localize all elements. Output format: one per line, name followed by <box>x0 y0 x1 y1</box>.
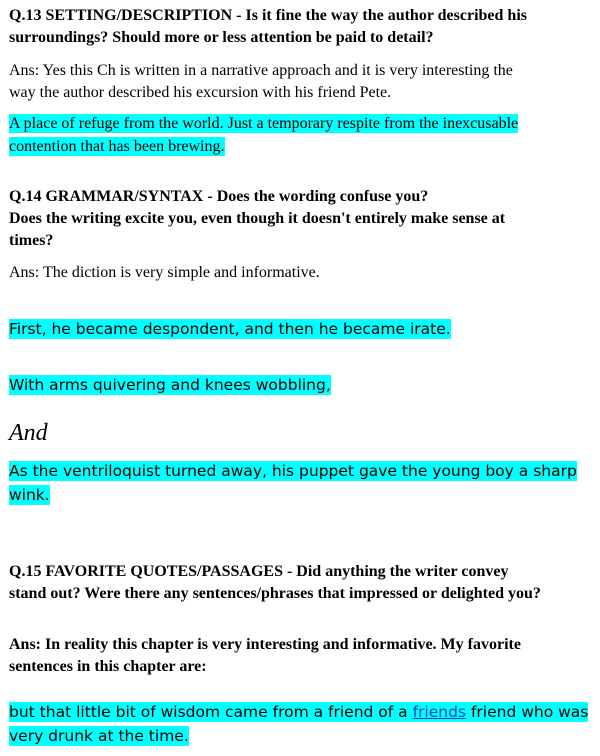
q14-quote-1 <box>9 317 594 341</box>
q15-heading <box>9 561 594 605</box>
friends-link[interactable]: friends <box>412 703 467 721</box>
q15-quote <box>9 700 594 748</box>
q14-heading-line-1: Q.14 GRAMMAR/SYNTAX - Does the wording confuse you? <box>9 188 429 205</box>
q14-quote-2-text: With arms quivering and knees wobbling, <box>9 376 331 394</box>
q13-highlight-line-2: contention that has been brewing. <box>9 138 225 155</box>
q13-highlighted-quote <box>9 112 594 158</box>
q14-heading <box>9 186 594 252</box>
q15-quote-line-2: very drunk at the time. <box>9 727 189 745</box>
q15-answer-line-2: sentences in this chapter are: <box>9 658 207 675</box>
q15-quote-before-link: but that little bit of wisdom came from a friend of a <box>9 703 413 721</box>
q14-quote-3 <box>9 459 594 507</box>
q13-answer <box>9 60 594 104</box>
q13-heading-line-2: surroundings? Should more or less attention be paid to detail? <box>9 29 434 46</box>
q15-heading-line-2: stand out? Were there any sentences/phrases that impressed or delighted you? <box>9 585 541 602</box>
q13-heading <box>9 5 594 49</box>
q14-heading-line-2: Does the writing excite you, even though it doesn't entirely make sense at <box>9 210 506 227</box>
q14-quote-3-line-2: wink. <box>9 486 50 504</box>
q13-heading-line-1: Q.13 SETTING/DESCRIPTION - Is it fine the way the author described his <box>9 7 527 24</box>
q14-connector-text: And <box>9 420 48 446</box>
q13-answer-line-1: Ans: Yes this Ch is written in a narrative approach and it is very interesting the <box>9 62 513 79</box>
q15-heading-line-1: Q.15 FAVORITE QUOTES/PASSAGES - Did anything the writer convey <box>9 563 509 580</box>
q14-answer <box>9 262 594 284</box>
q14-heading-line-3: times? <box>9 232 54 249</box>
q14-connector <box>9 419 594 447</box>
q14-quote-2 <box>9 373 594 397</box>
q14-quote-3-line-1: As the ventriloquist turned away, his puppet gave the young boy a sharp <box>9 462 577 480</box>
q14-answer-line: Ans: The diction is very simple and informative. <box>9 264 320 281</box>
q13-highlight-line-1: A place of refuge from the world. Just a temporary respite from the inexcusable <box>9 115 519 132</box>
q15-quote-after-link: friend who was <box>466 703 589 721</box>
q13-answer-line-2: way the author described his excursion with his friend Pete. <box>9 84 392 101</box>
q14-quote-1-text: First, he became despondent, and then he became irate. <box>9 320 451 338</box>
q15-answer <box>9 634 594 678</box>
q15-quote-line-1 <box>9 702 588 722</box>
q15-answer-line-1: Ans: In reality this chapter is very interesting and informative. My favorite <box>9 636 521 653</box>
